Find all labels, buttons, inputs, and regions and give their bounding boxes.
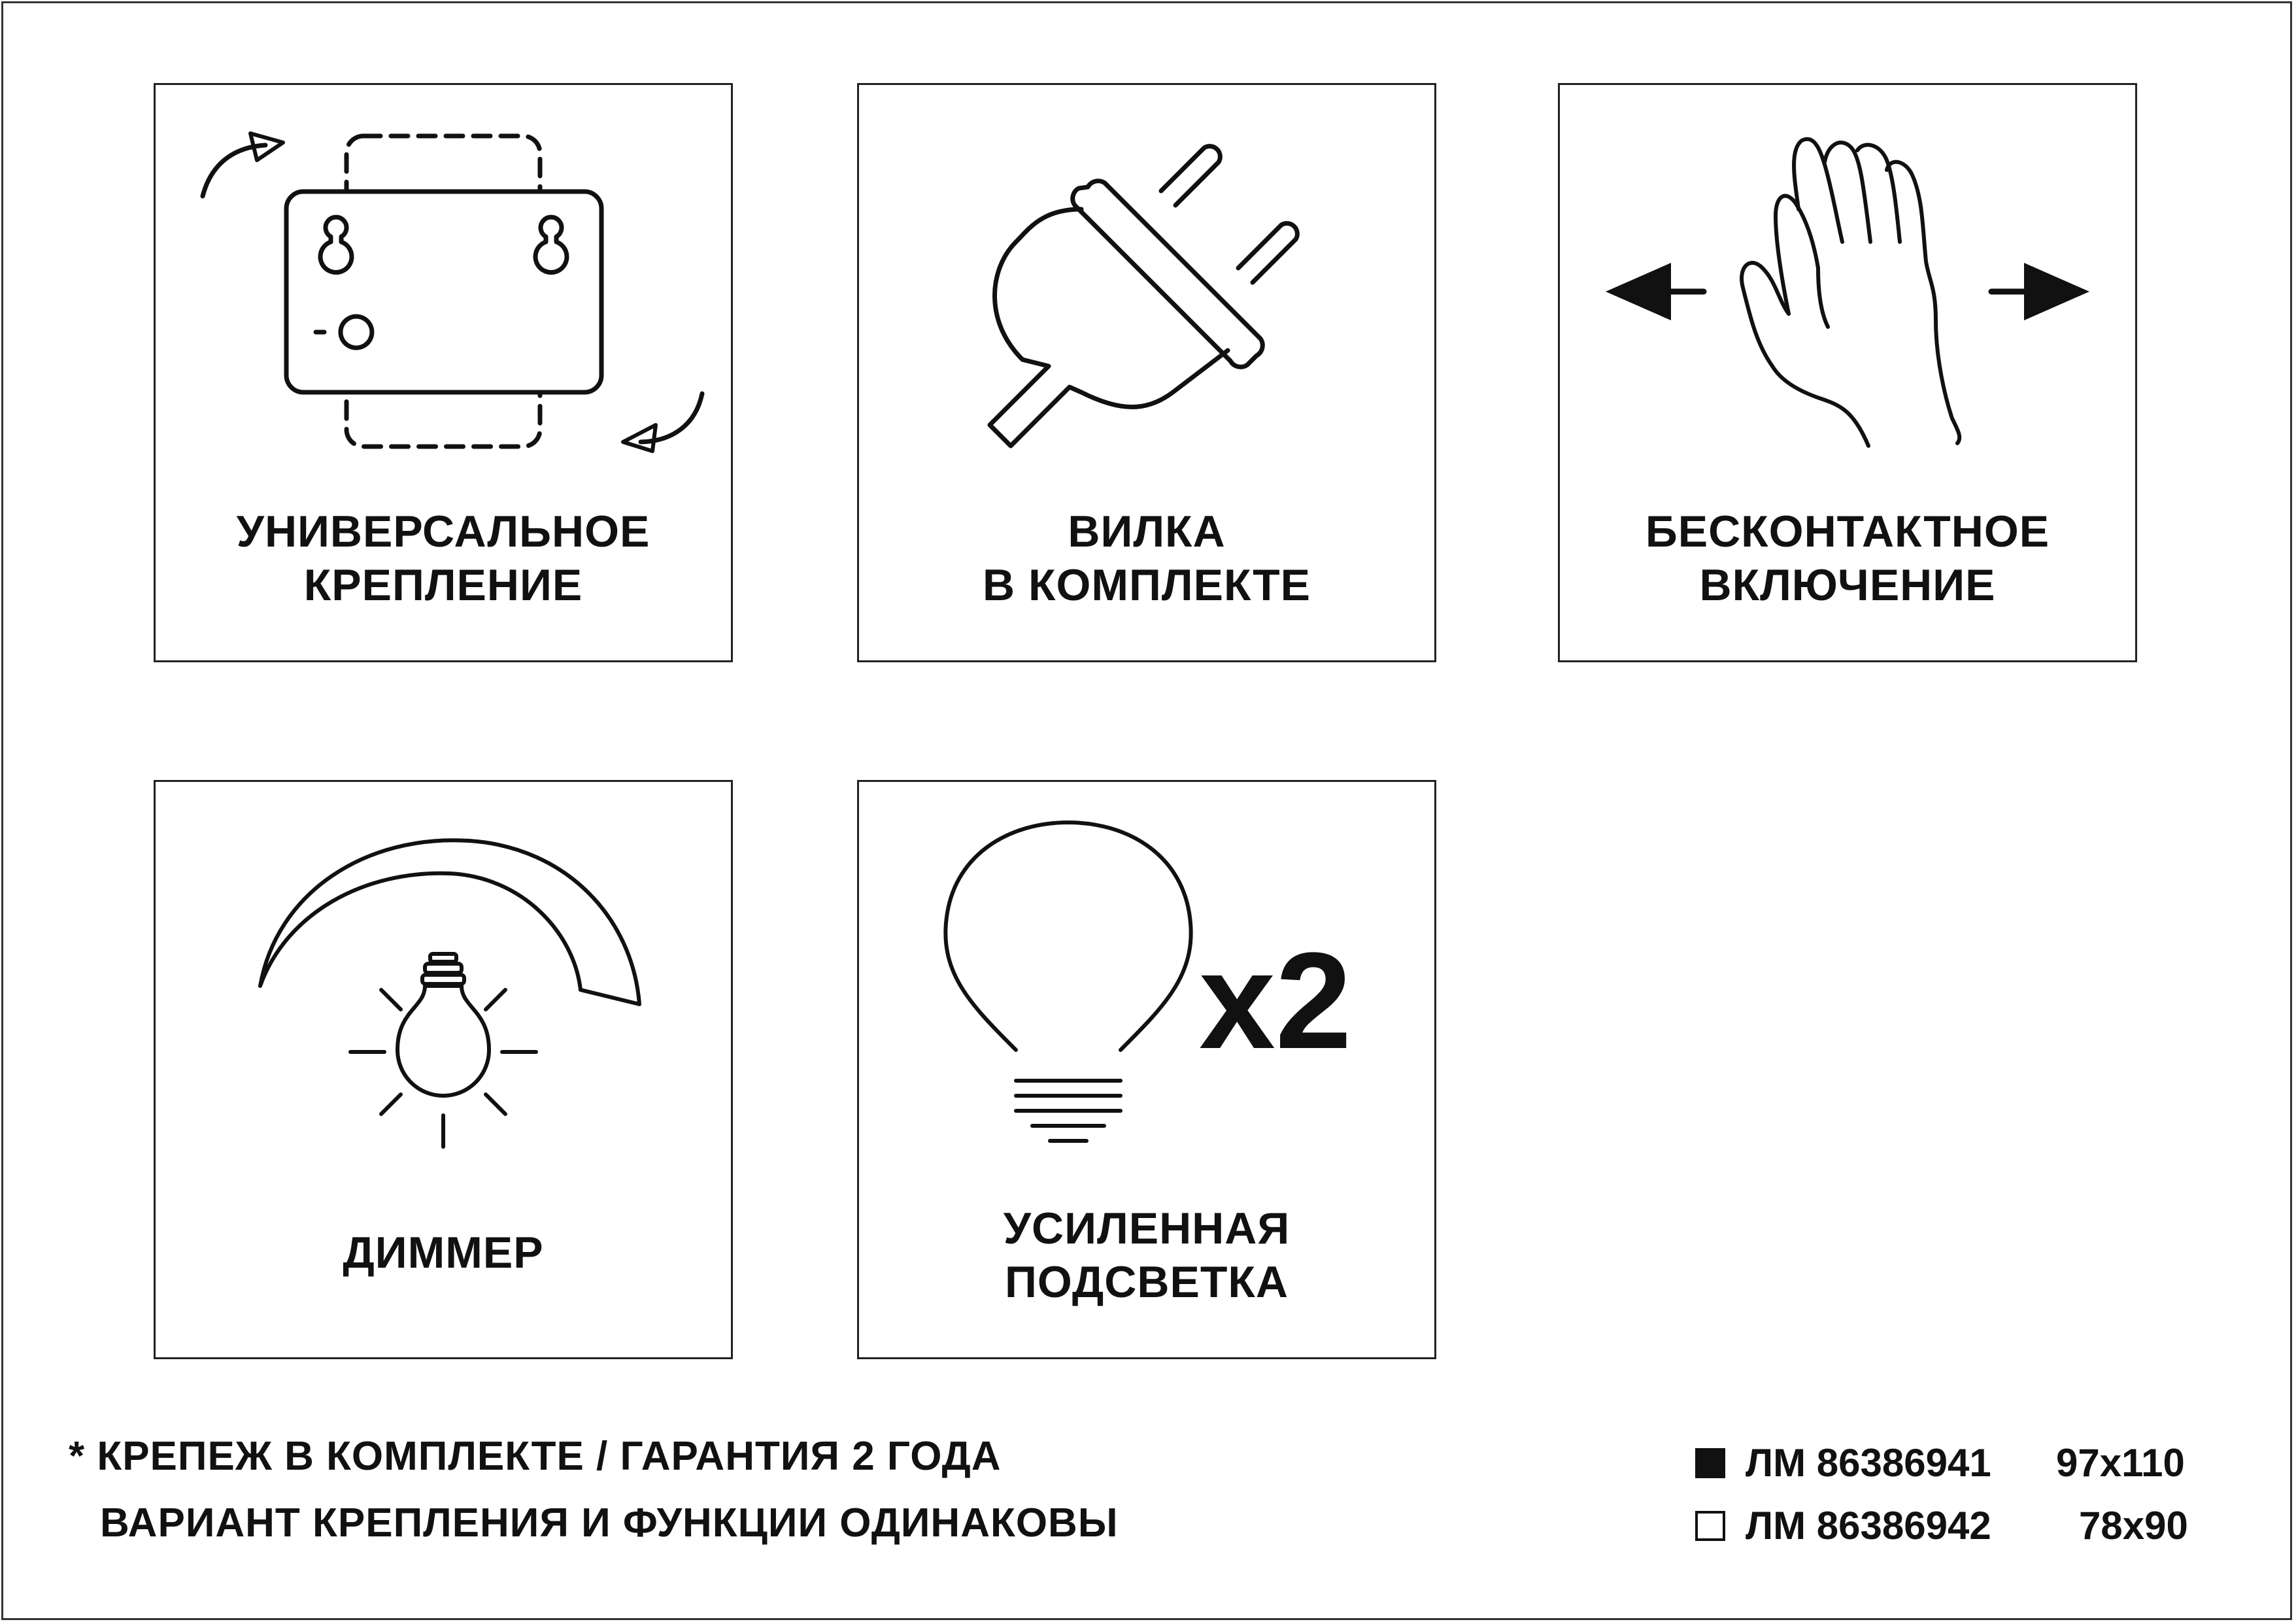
filled-square-icon	[1695, 1448, 1725, 1478]
card-universal-mount	[154, 83, 733, 662]
card-label: БЕСКОНТАКТНОЕ ВКЛЮЧЕНИЕ	[1645, 507, 2050, 610]
card-label: ВИЛКА В КОМПЛЕКТЕ	[982, 507, 1311, 610]
variant-size: 78x90	[2079, 1504, 2188, 1548]
note-same-functions: ВАРИАНТ КРЕПЛЕНИЯ И ФУНКЦИИ ОДИНАКОВЫ	[100, 1500, 1119, 1546]
card-touchless-switch	[1558, 83, 2137, 662]
card-label: УНИВЕРСАЛЬНОЕ КРЕПЛЕНИЕ	[236, 507, 650, 610]
x2-badge: x2	[1199, 924, 1352, 1077]
card-label: ДИММЕР	[343, 1228, 544, 1277]
variant-code: ЛМ 86386941	[1746, 1441, 1991, 1485]
arrow-left-icon	[1606, 263, 1671, 320]
card-label: УСИЛЕННАЯ ПОДСВЕТКА	[1003, 1204, 1291, 1307]
variant-code: ЛМ 86386942	[1746, 1504, 1991, 1548]
empty-square-icon	[1695, 1511, 1725, 1541]
card-plug-included	[857, 83, 1436, 662]
card-boosted-backlight	[857, 780, 1436, 1359]
variant-size: 97x110	[2056, 1441, 2185, 1485]
note-mounting-warranty: * КРЕПЕЖ В КОМПЛЕКТЕ / ГАРАНТИЯ 2 ГОДА	[69, 1434, 1002, 1479]
spec-sheet	[1, 1, 2292, 1620]
arrow-right-icon	[2024, 263, 2089, 320]
card-dimmer	[154, 780, 733, 1359]
